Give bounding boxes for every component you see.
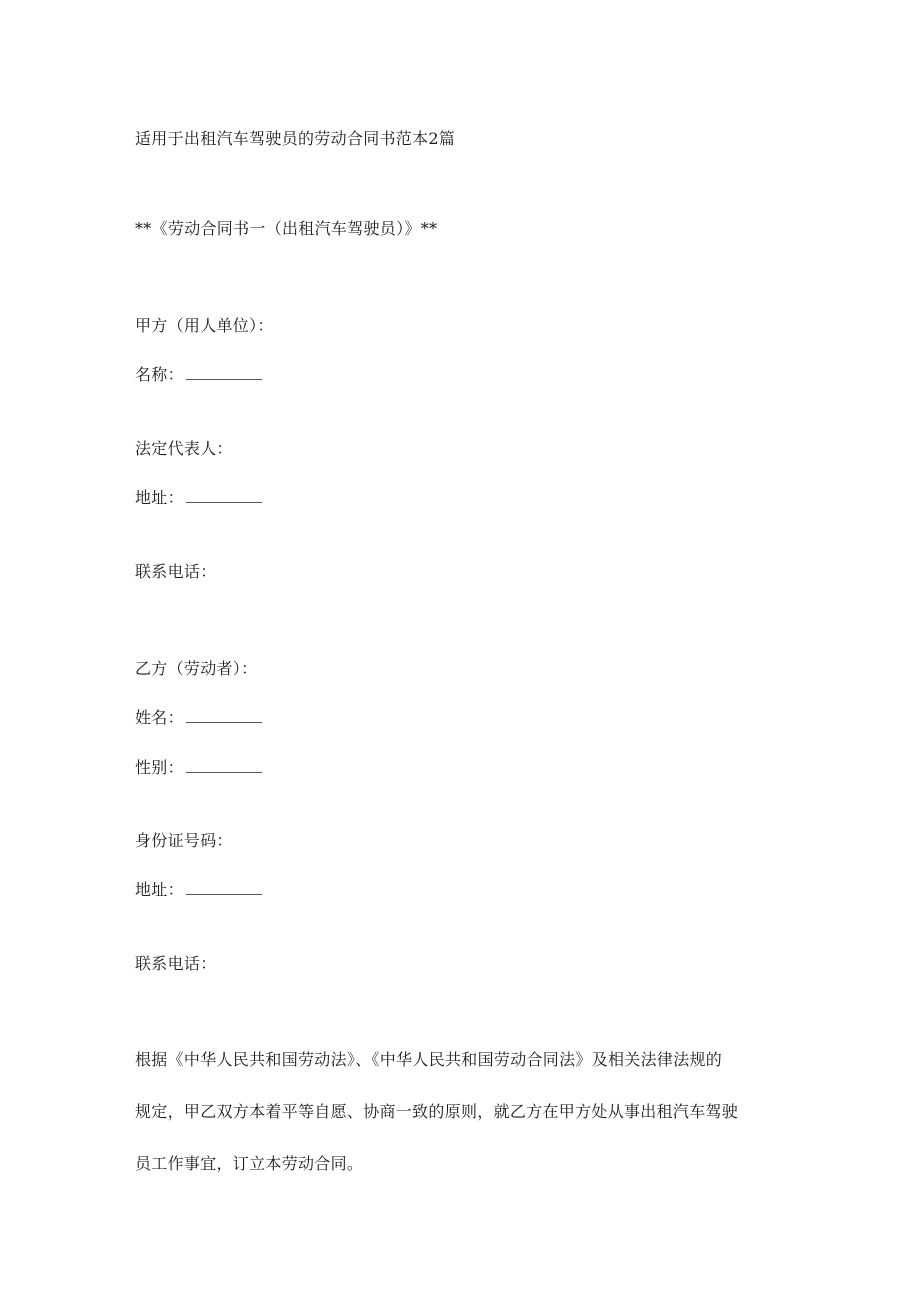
party-b-name-row [135, 707, 262, 729]
party-b-phone-label: 联系电话： [135, 954, 217, 973]
party-b-address-blank [186, 882, 262, 895]
party-a-name-row [135, 364, 262, 386]
party-a-name-label: 名称： [135, 365, 184, 384]
party-a-heading: 甲方（用人单位）： [135, 316, 274, 335]
preamble-paragraph [135, 1034, 785, 1190]
party-b-name-blank [186, 710, 262, 723]
preamble-line: 规定，甲乙双方本着平等自愿、协商一致的原则，就乙方在甲方处从事出租汽车驾驶 [135, 1102, 739, 1121]
party-b-id-label: 身份证号码： [135, 831, 233, 850]
party-b-heading: 乙方（劳动者）： [135, 659, 258, 678]
party-a-address-label: 地址： [135, 488, 184, 507]
party-a-phone-label: 联系电话： [135, 562, 217, 581]
party-a-address-row [135, 487, 262, 509]
party-b-gender-label: 性别： [135, 758, 184, 777]
party-a-rep-label: 法定代表人： [135, 439, 233, 458]
party-a-name-blank [186, 367, 262, 380]
party-b-gender-blank [186, 760, 262, 773]
party-a-address-blank [186, 490, 262, 503]
preamble-line: 员工作事宜，订立本劳动合同。 [135, 1154, 364, 1173]
document-title: 适用于出租汽车驾驶员的劳动合同书范本2篇 [135, 129, 456, 148]
party-b-name-label: 姓名： [135, 708, 184, 727]
party-b-address-label: 地址： [135, 880, 184, 899]
party-b-gender-row [135, 757, 262, 779]
contract-heading: **《劳动合同书一（出租汽车驾驶员）》** [135, 219, 438, 238]
preamble-line: 根据《中华人民共和国劳动法》、《中华人民共和国劳动合同法》及相关法律法规的 [135, 1050, 723, 1069]
party-b-address-row [135, 879, 262, 901]
